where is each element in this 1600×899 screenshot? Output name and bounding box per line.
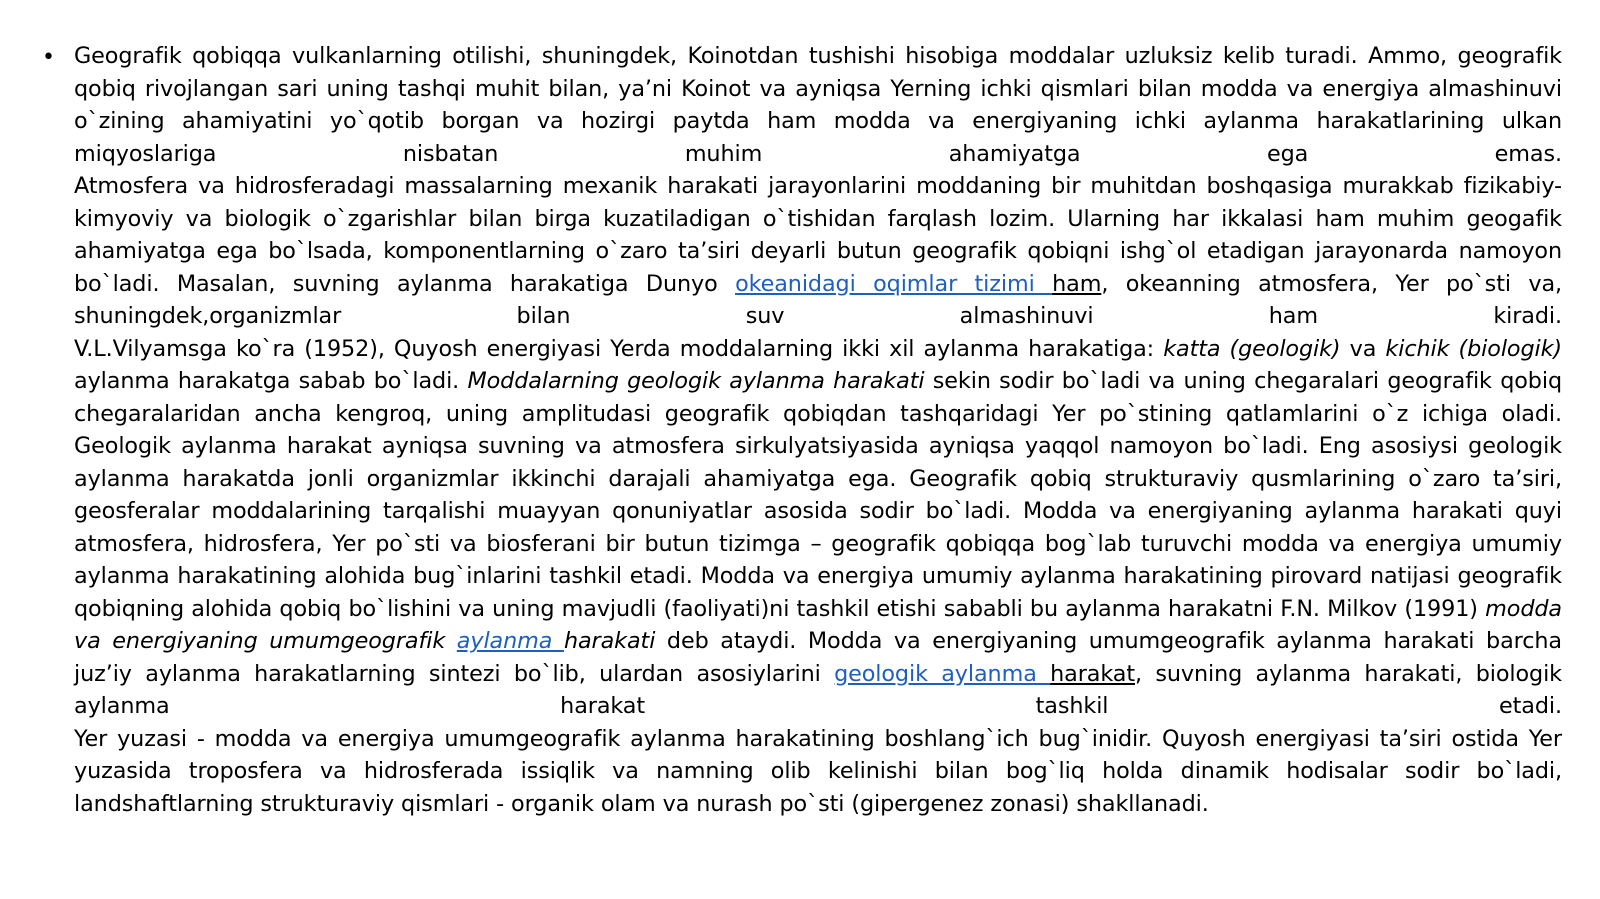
bullet-marker: • <box>42 45 55 70</box>
italic-text: kichik (biologik) <box>1385 335 1563 362</box>
text-run: va <box>1340 335 1386 362</box>
link-geologik-aylanma[interactable]: geologik aylanma <box>834 660 1051 687</box>
paragraph-1 <box>74 40 1562 170</box>
text-run: Geografik qobiqqa vulkanlarning otilishi, shuningdek, Koinotdan tushishi hisobiga moddalar uzluksiz kelib turadi. Ammo, geografik qobiq rivojlangan sari uning tashqi muhit bilan, ya’ni Koinot va ayniqsa Yerning ichki qismlari bilan modda va energiya almashinuvi o`zining ahamiyatini yo`qotib borgan va hozirgi paytda ham modda va energiyaning ichki aylanma harakatlarining ulkan miqyoslariga nisbatan muhim ahamiyatga ega emas. <box>74 43 1562 167</box>
text-run: , okeanning atmosfera, Yer po`sti va, shuningdek,organizmlar bilan suv almashinuvi ham kiradi. <box>74 270 1562 329</box>
paragraph-2 <box>74 170 1562 333</box>
text-run: deb ataydi. Modda va energiyaning umumgeografik aylanma harakati barcha juz’iy aylanma harakatlarning sintezi bo`lib, ulardan asosiylarini <box>74 628 1562 687</box>
underlined-text: ham <box>1052 270 1102 297</box>
text-run: Atmosfera va hidrosferadagi massalarning mexanik harakati jarayonlarini moddaning bir muhitdan boshqasiga murakkab fizikabiy-kimyoviy va biologik o`zgarishlar bilan birga kuzatiladigan o`tishidan farqlash lozim. Ularning har ikkalasi ham muhim geogafik ahamiyatga ega bo`lsada, komponentlarning o`zaro ta’siri deyarli butun geografik qobiqni ishg`ol etadigan jarayonarda namoyon bo`ladi. Masalan, suvning aylanma harakatiga Dunyo <box>74 173 1562 297</box>
body-text <box>74 40 1562 820</box>
link-okean-oqimlar[interactable]: okeanidagi oqimlar tizimi <box>735 270 1053 297</box>
paragraph-4 <box>74 723 1562 821</box>
italic-text: Moddalarning geologik aylanma harakati <box>467 368 925 394</box>
underlined-italic-text: harakati <box>563 628 656 654</box>
text-run: aylanma harakatga sabab bo`ladi. <box>74 368 468 394</box>
italic-text: modda va energiyaning umumgeografik <box>74 595 1562 654</box>
text-run: sekin sodir bo`ladi va uning chegaralari geografik qobiq chegaralaridan ancha kengroq, uning amplitudasi geografik qobiqdan tashqaridagi Yer po`stining qatlamlarini o`z ichiga oladi. Geologik aylanma harakat ayniqsa suvning va atmosfera sirkulyatsiyasida ayniqsa yaqqol namoyon bo`ladi. Eng asosiysi geologik aylanma harakatda jonli organizmlar ikkinchi darajali ahamiyatga ega. Geografik qobiq strukturaviy qusmlarining o`zaro ta’siri, geosferalar moddalarining tarqalishi muayyan qonuniyatlar asosida sodir bo`ladi. Modda va energiyaning aylanma harakati quyi atmosfera, hidrosfera, Yer po`sti va biosferani bir butun tizimga – geografik qobiqqa bog`lab turuvchi modda va energiya umumiy aylanma harakatining alohida bug`inlarini tashkil etadi. Modda va energiya umumiy aylanma harakatining pirovard natijasi geografik qobiqning alohida qobiq bo`lishini va uning mavjudli (faoliyati)ni tashkil etishi sababli bu aylanma harakatni F.N. Milkov (1991) <box>74 368 1562 622</box>
text-run: , suvning aylanma harakati, biologik aylanma harakat tashkil etadi. <box>74 660 1562 719</box>
link-aylanma[interactable] <box>457 628 564 654</box>
link-aylanma-text: aylanma <box>456 628 564 654</box>
paragraph-3 <box>74 333 1562 723</box>
text-run: Yer yuzasi - modda va energiya umumgeografik aylanma harakatining boshlang`ich bug`inidir. Quyosh energiyasi ta’siri ostida Yer yuzasida troposfera va hidrosferada issiqlik va namning olib kelinishi bilan bog`liq holda dinamik hodisalar sodir bo`ladi, landshaftlarning strukturaviy qismlari - organik olam va nurash po`sti (gipergenez zonasi) shakllanadi. <box>74 725 1562 817</box>
underlined-text: harakat <box>1050 660 1135 687</box>
italic-text: katta (geologik) <box>1163 335 1341 362</box>
text-run: V.L.Vilyamsga ko`ra (1952), Quyosh energiyasi Yerda moddalarning ikki xil aylanma harakatiga: <box>74 335 1164 362</box>
